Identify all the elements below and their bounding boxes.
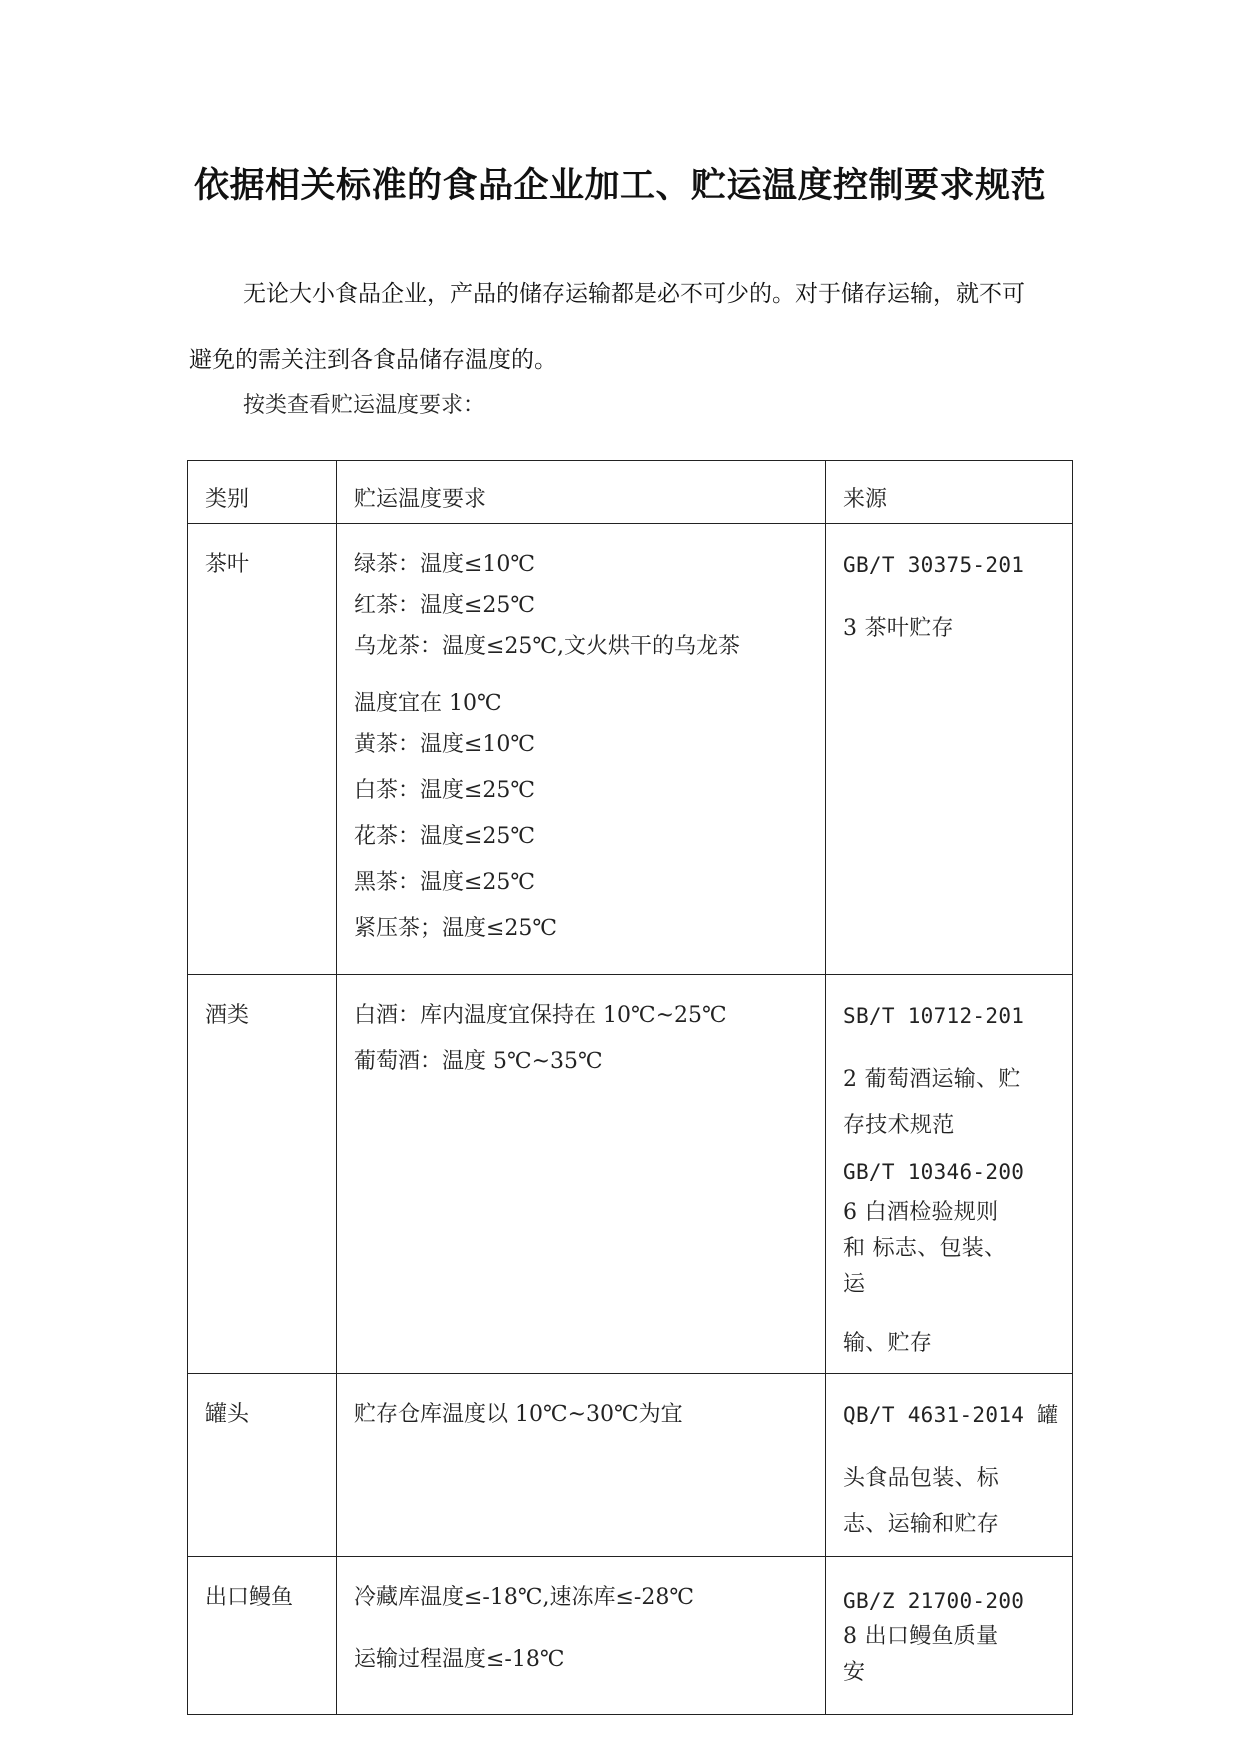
requirement-line: 紧压茶；温度≤25℃	[354, 916, 558, 941]
requirement-line: 贮存仓库温度以 10℃~30℃为宜	[354, 1402, 683, 1427]
source-line: 2 葡萄酒运输、贮	[843, 1067, 1021, 1092]
header-category	[188, 461, 337, 524]
table-row	[188, 1374, 1073, 1557]
source-line: 输、贮存	[843, 1331, 933, 1356]
source-line: 3 茶叶贮存	[843, 616, 954, 641]
source-line: 志、运输和贮存	[843, 1512, 1000, 1537]
source-cell	[826, 1557, 1073, 1715]
category-label: 酒类	[205, 1003, 250, 1028]
requirement-line: 红茶：温度≤25℃	[354, 593, 536, 618]
category-label: 罐头	[205, 1402, 250, 1427]
header-category-label: 类别	[205, 487, 250, 512]
category-cell	[188, 1374, 337, 1557]
requirement-line: 温度宜在 10℃	[354, 691, 502, 716]
requirement-cell	[337, 975, 826, 1374]
source-line: GB/T 30375-201	[843, 553, 1025, 577]
category-label: 茶叶	[205, 552, 250, 577]
table-row	[188, 524, 1073, 975]
requirement-line: 白茶：温度≤25℃	[354, 778, 536, 803]
header-requirement-label: 贮运温度要求	[354, 487, 487, 512]
category-label: 出口鳗鱼	[205, 1585, 294, 1610]
source-line: 和 标志、包装、	[843, 1236, 1007, 1261]
source-cell	[826, 975, 1073, 1374]
table-row	[188, 975, 1073, 1374]
source-line: 安	[843, 1660, 866, 1685]
source-cell	[826, 1374, 1073, 1557]
storage-temperature-table	[187, 460, 1073, 1715]
intro-paragraph-line-2: 避免的需关注到各食品储存温度的。	[189, 347, 557, 373]
source-line: SB/T 10712-201	[843, 1004, 1025, 1028]
requirement-line: 运输过程温度≤-18℃	[354, 1647, 565, 1672]
source-cell	[826, 524, 1073, 975]
intro-paragraph-line-1: 无论大小食品企业，产品的储存运输都是必不可少的。对于储存运输，就不可	[243, 281, 1025, 307]
source-line: QB/T 4631-2014 罐	[843, 1403, 1059, 1427]
requirement-line: 黄茶：温度≤10℃	[354, 732, 536, 757]
category-cell	[188, 975, 337, 1374]
table-row	[188, 1557, 1073, 1715]
requirement-line: 黑茶：温度≤25℃	[354, 870, 536, 895]
requirement-line: 葡萄酒：温度 5℃~35℃	[354, 1049, 603, 1074]
requirement-cell	[337, 1374, 826, 1557]
header-source	[826, 461, 1073, 524]
source-line: 8 出口鳗鱼质量	[843, 1624, 999, 1649]
category-cell	[188, 524, 337, 975]
requirement-line: 冷藏库温度≤-18℃,速冻库≤-28℃	[354, 1585, 694, 1610]
requirement-cell	[337, 524, 826, 975]
source-line: 存技术规范	[843, 1113, 955, 1138]
source-line: GB/T 10346-200	[843, 1160, 1025, 1184]
requirement-line: 白酒：库内温度宜保持在 10℃~25℃	[354, 1003, 727, 1028]
requirement-cell	[337, 1557, 826, 1715]
header-source-label: 来源	[843, 487, 888, 512]
table-header-row	[188, 461, 1073, 524]
requirement-line: 绿茶：温度≤10℃	[354, 552, 536, 577]
source-line: 6 白酒检验规则	[843, 1200, 999, 1225]
requirement-line: 花茶：温度≤25℃	[354, 824, 536, 849]
document-title: 依据相关标准的食品企业加工、贮运温度控制要求规范	[193, 166, 1046, 206]
source-line: GB/Z 21700-200	[843, 1589, 1025, 1613]
source-line: 运	[843, 1272, 866, 1297]
header-requirement	[337, 461, 826, 524]
category-cell	[188, 1557, 337, 1715]
intro-paragraph-line-3: 按类查看贮运温度要求：	[243, 393, 486, 418]
requirement-line: 乌龙茶：温度≤25℃,文火烘干的乌龙茶	[354, 634, 741, 659]
source-line: 头食品包装、标	[843, 1466, 1000, 1491]
